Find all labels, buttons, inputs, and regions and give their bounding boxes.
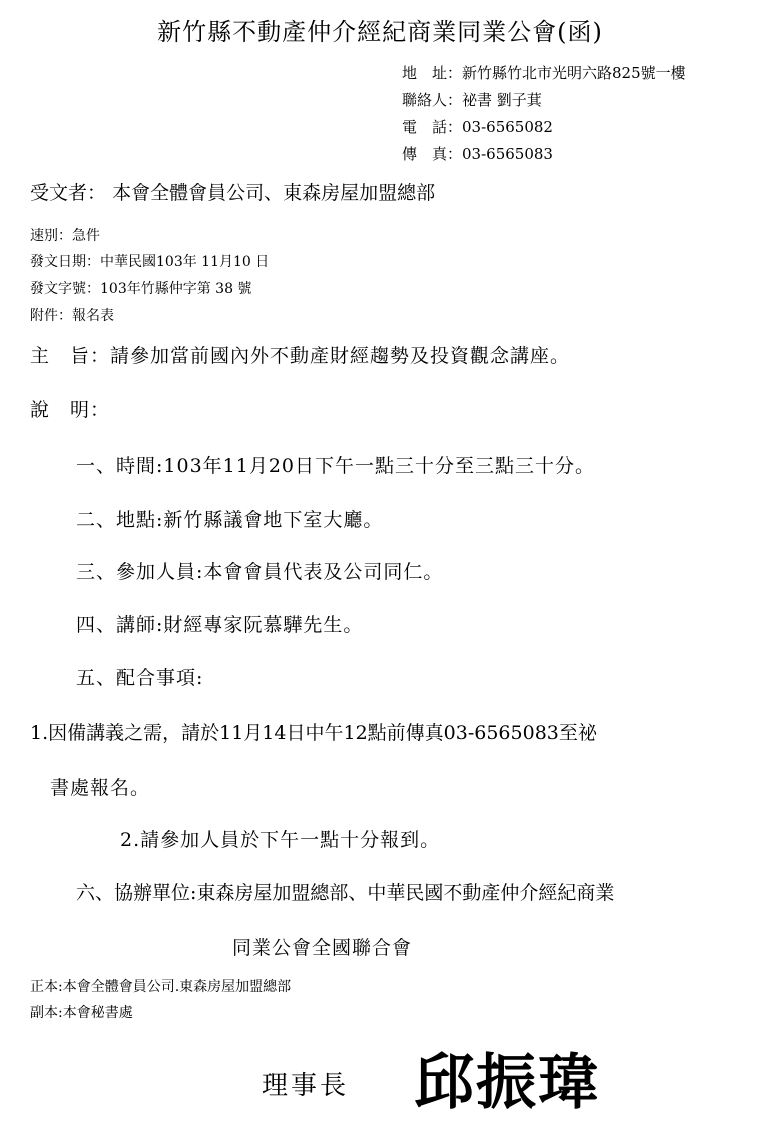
address-label: 地 址： bbox=[402, 64, 463, 82]
explanation-label: 說 明： bbox=[30, 399, 111, 421]
duplicate-copy-line: 副本:本會秘書處 bbox=[30, 1005, 133, 1021]
recipient-label: 受文者： bbox=[30, 182, 107, 204]
attachment-line: 附件：報名表 bbox=[30, 308, 114, 324]
item-requirements: 五、配合事項: bbox=[76, 667, 204, 689]
fax-line bbox=[402, 143, 553, 164]
item-time: 一、時間:103年11月20日下午一點三十分至三點三十分。 bbox=[76, 455, 596, 477]
chairman-signature: 邱振瑋 bbox=[414, 1048, 600, 1118]
requirement-1-line2: 書處報名。 bbox=[50, 777, 151, 799]
reference-line: 發文字號：103年竹縣仲字第 38 號 bbox=[30, 281, 252, 297]
recipient-line bbox=[30, 178, 435, 205]
contact-label: 聯絡人： bbox=[402, 91, 463, 109]
requirement-2: 2.請參加人員於下午一點十分報到。 bbox=[120, 829, 441, 851]
contact-value: 祕書 劉子萁 bbox=[462, 91, 542, 109]
fax-label: 傳 真： bbox=[402, 145, 463, 163]
requirement-1-line1: 1.因備講義之需，請於11月14日中午12點前傳真03-6565083至祕 bbox=[30, 722, 597, 744]
phone-label: 電 話： bbox=[402, 118, 463, 136]
item-co-organizer-line2: 同業公會全國聯合會 bbox=[232, 937, 413, 959]
chairman-title: 理事長 bbox=[262, 1071, 350, 1101]
speed-line: 速別：急件 bbox=[30, 228, 100, 244]
contact-line bbox=[402, 89, 542, 110]
subject-line: 主 旨：請參加當前國內外不動產財經趨勢及投資觀念講座。 bbox=[30, 345, 571, 367]
document-title: 新竹縣不動產仲介經紀商業同業公會(函) bbox=[157, 18, 603, 46]
address-line bbox=[402, 62, 686, 83]
item-co-organizer-line1: 六、協辦單位:東森房屋加盟總部、中華民國不動產仲介經紀商業 bbox=[76, 882, 615, 904]
recipient-value: 本會全體會員公司、東森房屋加盟總部 bbox=[112, 182, 436, 204]
item-participants: 三、參加人員:本會會員代表及公司同仁。 bbox=[76, 561, 444, 583]
original-copy-line: 正本:本會全體會員公司.東森房屋加盟總部 bbox=[30, 979, 292, 995]
phone-line bbox=[402, 116, 553, 137]
address-value: 新竹縣竹北市光明六路825號一樓 bbox=[462, 64, 686, 82]
item-location: 二、地點:新竹縣議會地下室大廳。 bbox=[76, 509, 384, 531]
date-line: 發文日期：中華民國103年 11月10 日 bbox=[30, 254, 270, 270]
item-speaker: 四、講師:財經專家阮慕驊先生。 bbox=[76, 614, 364, 636]
fax-value: 03-6565083 bbox=[462, 145, 553, 163]
phone-value: 03-6565082 bbox=[462, 118, 553, 136]
